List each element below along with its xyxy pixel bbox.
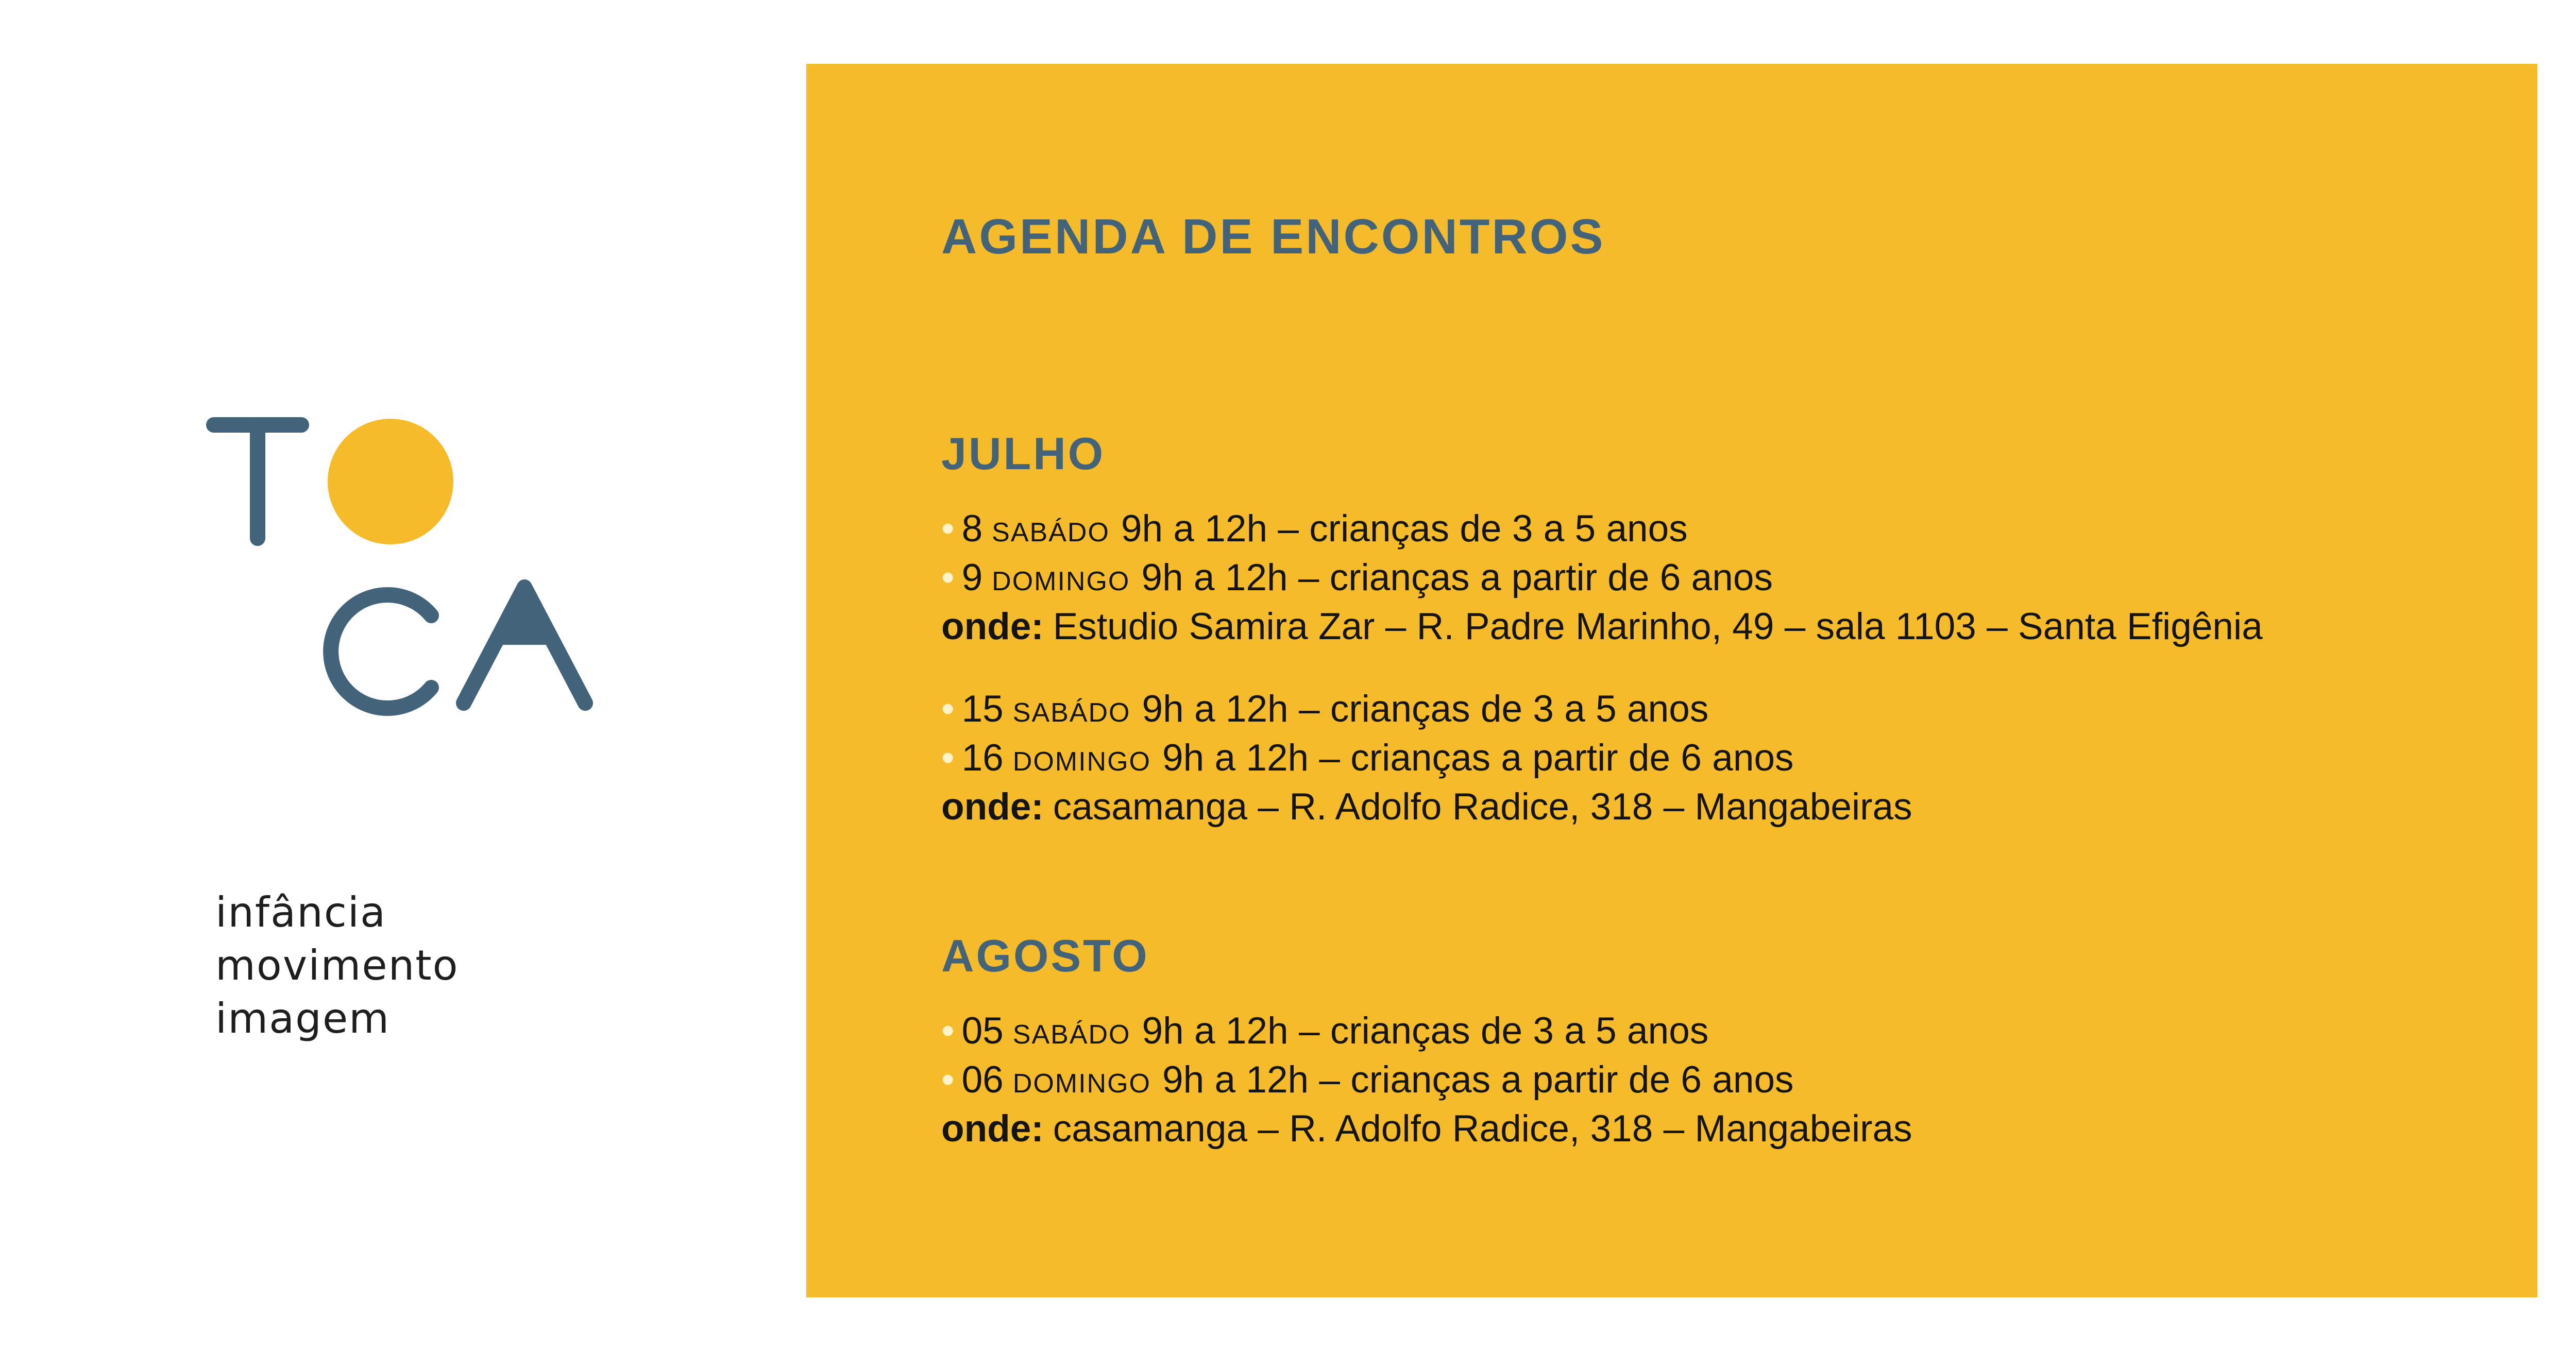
bullet-icon: • [941,1010,955,1052]
bullet-icon: • [941,557,955,598]
location-text: casamanga – R. Adolfo Radice, 318 – Mangabeiras [1053,786,1912,828]
session-day: DOMINGO [1012,747,1151,777]
tagline-line: infância [215,888,387,936]
location-line [941,1107,1912,1150]
session-date: 05 [961,1010,1004,1052]
location-line [941,605,2263,648]
session-date: 16 [961,737,1004,779]
session-line [941,688,1708,730]
logo-letter-o [328,419,453,544]
session-text: 9h a 12h – crianças a partir de 6 anos [1141,557,1773,598]
session-date: 06 [961,1059,1004,1101]
session-line [941,507,1688,550]
bullet-icon: • [941,688,955,730]
session-text: 9h a 12h – crianças a partir de 6 anos [1162,1059,1794,1101]
location-label: onde: [941,786,1044,828]
session-line [941,1058,1794,1101]
toca-logo [206,417,598,716]
bullet-icon: • [941,1059,955,1101]
session-date: 9 [961,557,983,598]
session-day: SABÁDO [1012,1020,1131,1050]
session-day: DOMINGO [992,567,1130,596]
session-text: 9h a 12h – crianças de 3 a 5 anos [1121,508,1688,550]
session-day: DOMINGO [1012,1069,1151,1099]
location-line [941,785,1912,828]
agenda-title: AGENDA DE ENCONTROS [941,209,1605,264]
bullet-icon: • [941,737,955,779]
session-day: SABÁDO [992,518,1110,547]
session-line [941,737,1794,779]
tagline [215,886,459,1045]
session-date: 8 [961,508,983,550]
session-line [941,1009,1708,1052]
location-label: onde: [941,1108,1044,1150]
session-text: 9h a 12h – crianças a partir de 6 anos [1162,737,1794,779]
session-date: 15 [961,688,1004,730]
session-text: 9h a 12h – crianças de 3 a 5 anos [1142,1010,1709,1052]
session-text: 9h a 12h – crianças de 3 a 5 anos [1142,688,1709,730]
month-heading-julho: JULHO [941,428,1106,479]
session-day: SABÁDO [1012,698,1131,728]
session-line [941,556,1773,599]
tagline-line: movimento [215,942,459,989]
location-label: onde: [941,606,1044,647]
month-heading-agosto: AGOSTO [941,930,1149,981]
bullet-icon: • [941,508,955,550]
location-text: Estudio Samira Zar – R. Padre Marinho, 49 – sala 1103 – Santa Efigênia [1053,606,2263,647]
tagline-line: imagem [215,995,391,1042]
location-text: casamanga – R. Adolfo Radice, 318 – Mangabeiras [1053,1108,1912,1150]
logo-letter-t [214,425,301,538]
logo-letter-c [331,595,431,708]
